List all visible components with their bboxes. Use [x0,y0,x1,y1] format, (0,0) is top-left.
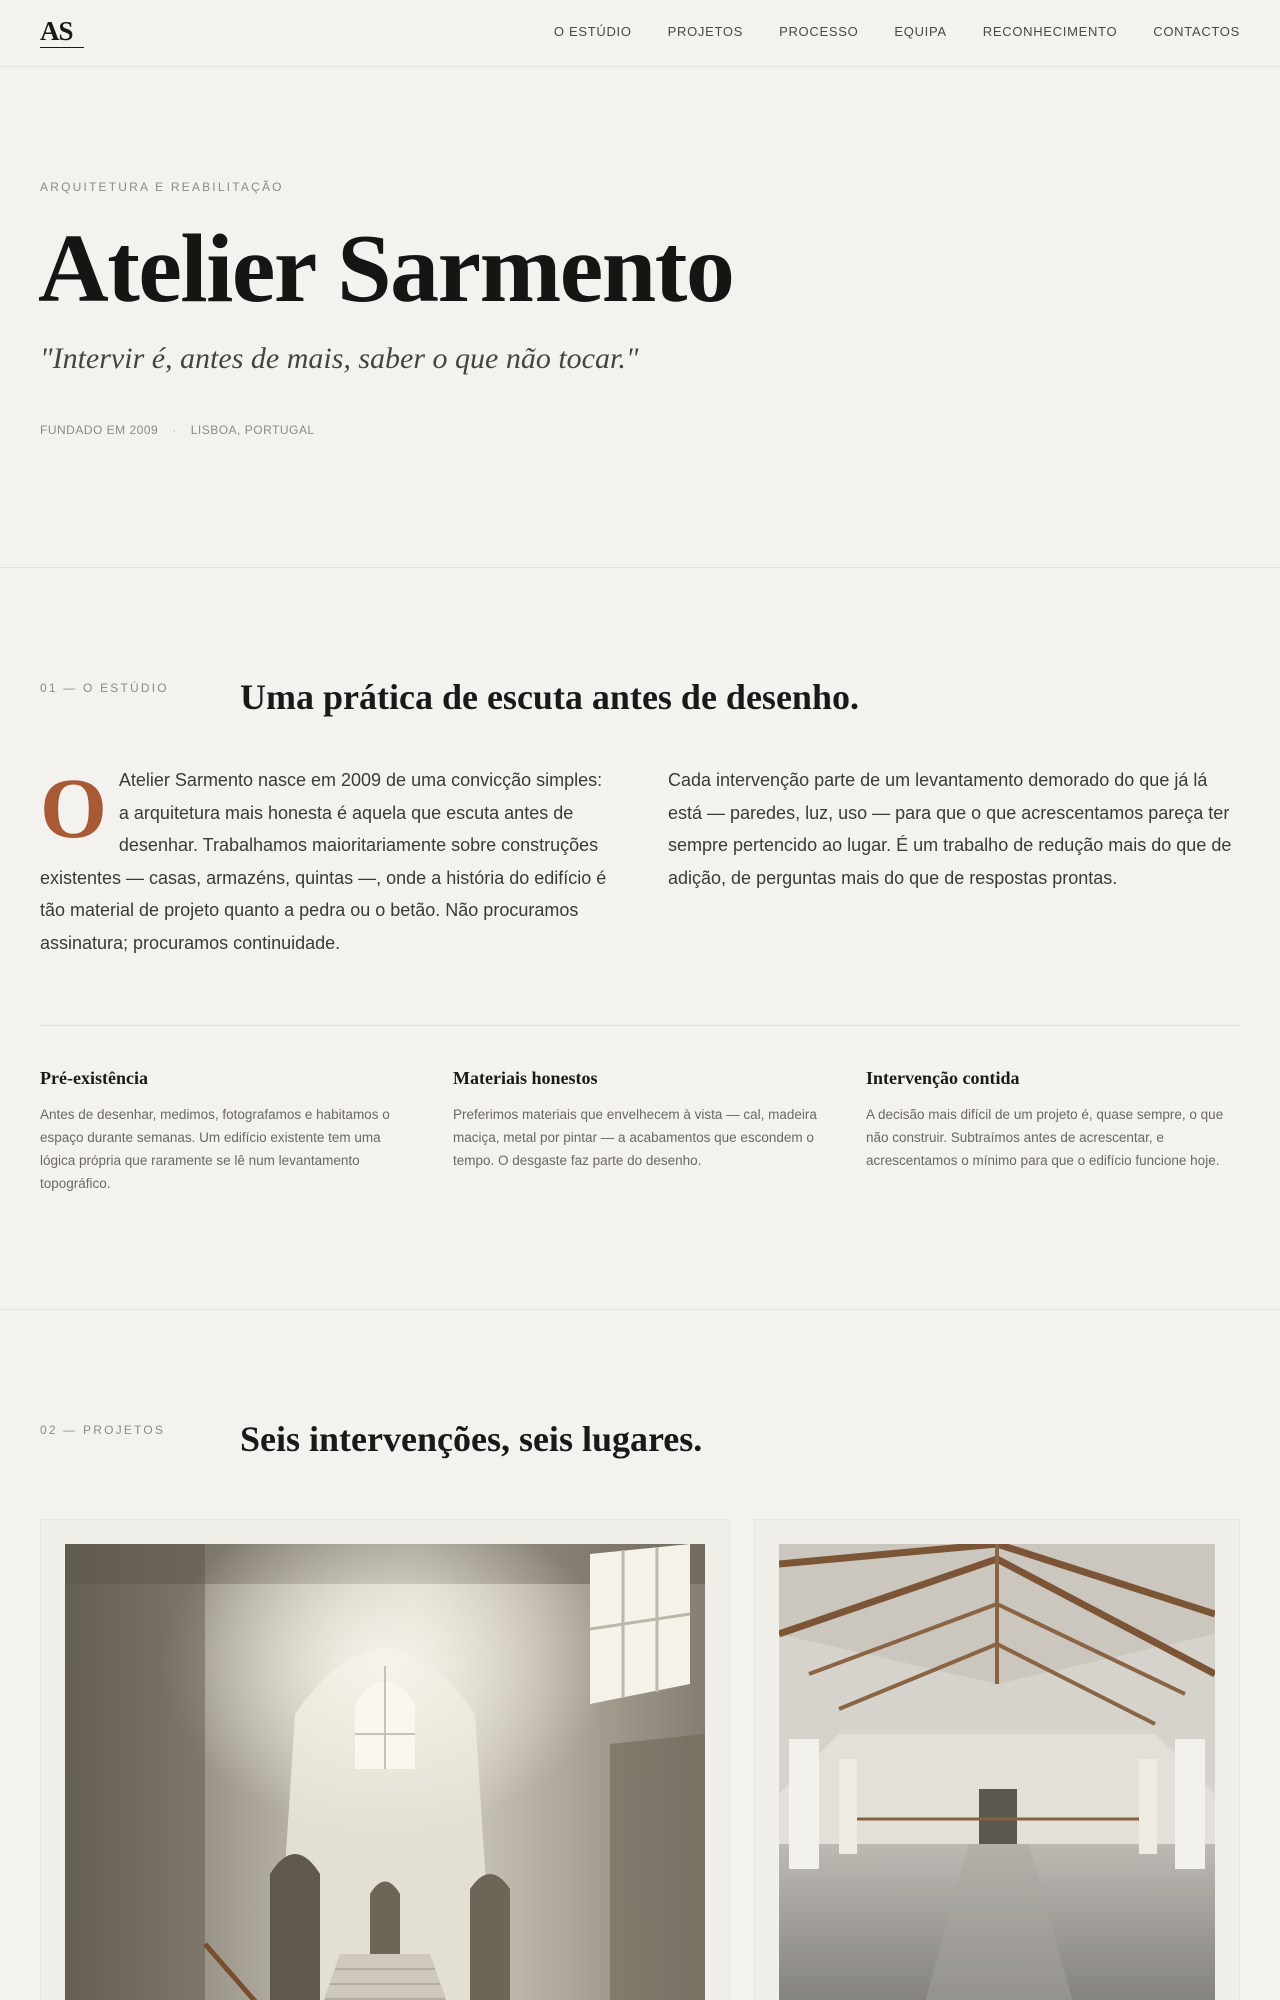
nav-link-projetos[interactable]: PROJETOS [667,24,744,39]
drop-cap: O [40,760,107,856]
site-header [0,0,1280,67]
meta-separator: · [172,423,177,437]
main-nav [554,24,1240,39]
nav-link-processo[interactable]: PROCESSO [779,24,859,39]
hero-quote: "Intervir é, antes de mais, saber o que não tocar." [40,342,639,375]
section-divider [0,1309,1280,1310]
principle-title: Intervenção contida [866,1068,1020,1088]
principle-text: A decisão mais difícil de um projeto é, quase sempre, o que não construir. Subtraímos antes de acrescentar, e acrescentamos o mínimo para que o edifício funcione hoje. [866,1107,1224,1168]
nav-link-contactos[interactable]: CONTACTOS [1153,24,1240,39]
principle-text: Antes de desenhar, medimos, fotografamos e habitamos o espaço durante semanas. Um edifício existente tem uma lógica própria que raramente se lê num levantamento topográfico. [40,1107,390,1191]
hero-meta [40,423,315,437]
nav-link-reconhecimento[interactable]: RECONHECIMENTO [982,24,1118,39]
logo-underline [40,47,84,48]
founded-text: FUNDADO EM 2009 [40,423,159,437]
logo[interactable]: AS [40,16,73,46]
page-title: Atelier Sarmento [38,215,734,323]
section-heading-studio: Uma prática de escuta antes de desenho. [240,677,859,717]
nav-link-equipa[interactable]: EQUIPA [894,24,947,39]
principle-text: Preferimos materiais que envelhecem à vista — cal, madeira maciça, metal por pintar — a acabamentos que escondem o tempo. O desgaste faz parte do desenho. [453,1107,817,1168]
hero-eyebrow: ARQUITETURA E REABILITAÇÃO [40,180,284,194]
principles-divider [40,1025,1240,1026]
intro-text-left: Atelier Sarmento nasce em 2009 de uma convicção simples: a arquitetura mais honesta é aquela que escuta antes de desenhar. Trabalhamos maioritariamente sobre construções existentes — casas, armazéns, quintas —, onde a história do edifício é tão material de projeto quanto a pedra ou o betão. Não procuramos assinatura; procuramos continuidade. [40,770,607,953]
project-image-warehouse[interactable] [779,1544,1215,2000]
section-label-projects: 02 — PROJETOS [40,1423,166,1437]
section-heading-projects: Seis intervenções, seis lugares. [240,1419,703,1459]
section-label-studio: 01 — O ESTÚDIO [40,681,169,695]
location-text: LISBOA, PORTUGAL [190,423,315,437]
project-image-corridor[interactable] [65,1544,705,2000]
intro-paragraph-right: Cada intervenção parte de um levantamento demorado do que já lá está — paredes, luz, uso — para que o que acrescentamos pareça ter sempre pertencido ao lugar. É um trabalho de redução mais do que de adição, de perguntas mais do que de respostas prontas. [668,770,1232,888]
principle-item [453,1068,829,1172]
nav-link-estudio[interactable]: O ESTÚDIO [553,24,632,39]
principle-title: Materiais honestos [453,1068,598,1088]
principle-item [866,1068,1242,1172]
principle-title: Pré-existência [40,1068,148,1088]
principle-item [40,1068,416,1195]
project-card[interactable] [754,1519,1240,2000]
section-divider [0,567,1280,568]
intro-paragraph-left [40,760,614,959]
project-card[interactable] [40,1519,730,2000]
